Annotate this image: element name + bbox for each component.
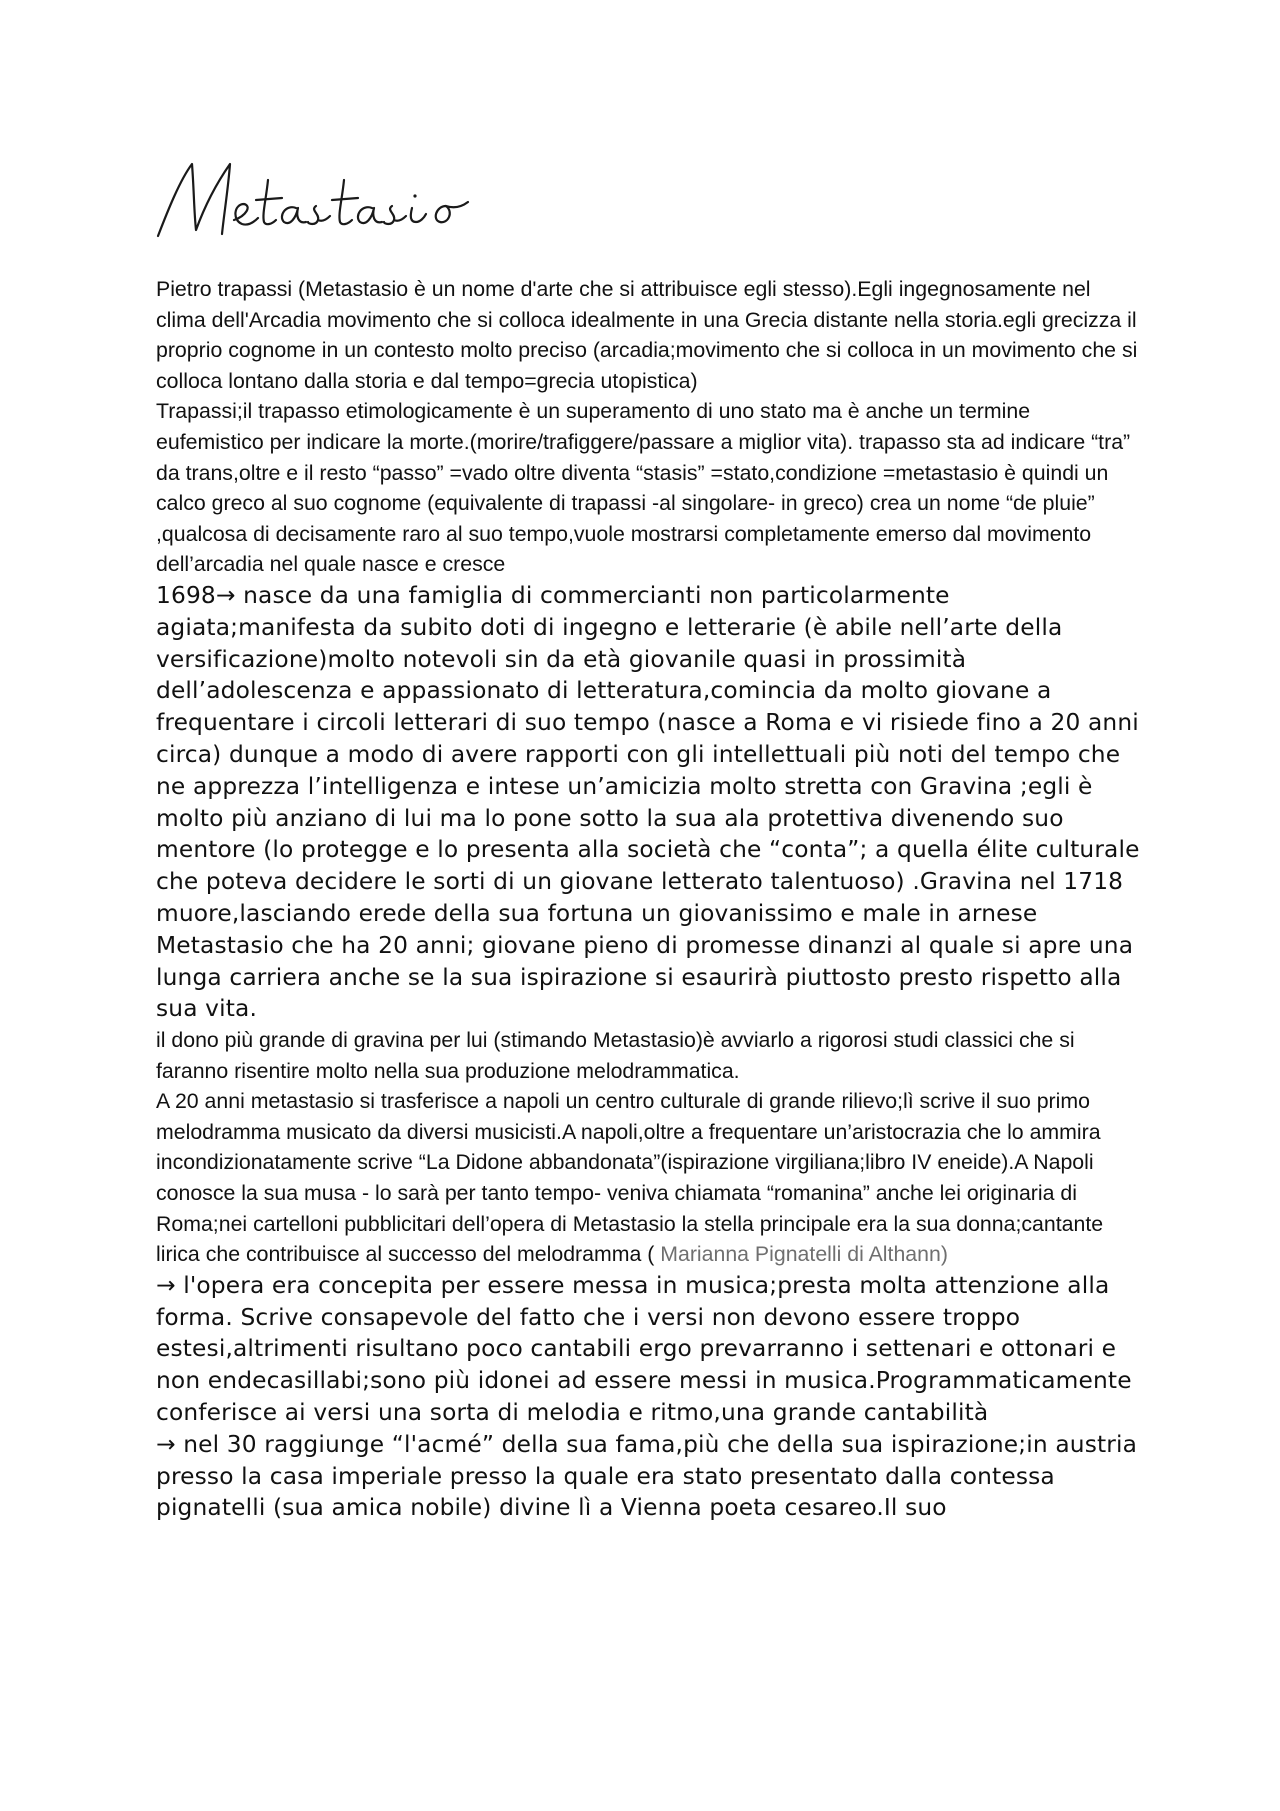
- paragraph-napoli: [156, 1086, 1141, 1270]
- title-script-graphic: [150, 150, 530, 250]
- paragraph-napoli-text: A 20 anni metastasio si trasferisce a napoli un centro culturale di grande rilievo;lì scrive il suo primo melodramma musicato da diversi musicisti.A napoli,oltre a frequentare un’aristocrazia che lo ammira incondizionatamente scrive “La Didone abbandonata”(ispirazione virgiliana;libro IV eneide).A Napoli conosce la sua musa - lo sarà per tanto tempo- veniva chiamata “romanina” anche lei originaria di Roma;nei cartelloni pubblicitari dell’opera di Metastasio la stella principale era la sua donna;cantante lirica che contribuisce al successo del melodramma (: [156, 1089, 1104, 1267]
- muse-name: Marianna Pignatelli di Althann): [654, 1242, 948, 1267]
- handwritten-title: [150, 150, 530, 250]
- paragraph-intro: Pietro trapassi (Metastasio è un nome d'arte che si attribuisce egli stesso).Egli ingegnosamente nel clima dell'Arcadia movimento che si colloca idealmente in una Grecia distante nella storia.egli grecizza il proprio cognome in un contesto molto preciso (arcadia;movimento che si colloca in un movimento che si colloca lontano dalla storia e dal tempo=grecia utopistica): [156, 277, 1138, 393]
- paragraph-gravina-gift: il dono più grande di gravina per lui (stimando Metastasio)è avviarlo a rigorosi studi classici che si faranno risentire molto nella sua produzione melodrammatica.: [156, 1028, 1075, 1083]
- paragraph-1698: 1698→ nasce da una famiglia di commercianti non particolarmente agiata;manifesta da subito doti di ingegno e letterarie (è abile nell’arte della versificazione)molto notevoli sin da età giovanile quasi in prossimità dell’adolescenza e appassionato di letteratura,comincia da molto giovane a frequentare i circoli letterari di suo tempo (nasce a Roma e vi risiede fino a 20 anni circa) dunque a modo di avere rapporti con gli intellettuali più noti del tempo che ne apprezza l’intelligenza e intese un’amicizia molto stretta con Gravina ;egli è molto più anziano di lui ma lo pone sotto la sua ala protettiva divenendo suo mentore (lo protegge e lo presenta alla società che “conta”; a quella élite culturale che poteva decidere le sorti di un giovane letterato talentuoso) .Gravina nel 1718 muore,lasciando erede della sua fortuna un giovanissimo e male in arnese Metastasio che ha 20 anni; giovane pieno di promesse dinanzi al quale si apre una lunga carriera anche se la sua ispirazione si esaurirà piuttosto presto rispetto alla sua vita.: [156, 581, 1140, 1023]
- paragraph-opera-music: → l'opera era concepita per essere messa in musica;presta molta attenzione alla forma. Scrive consapevole del fatto che i versi non devono essere troppo estesi,altrimenti risultano poco cantabili ergo prevarranno i settenari e ottonari e non endecasillabi;sono più idonei ad essere messi in musica.Programmaticamente conferisce ai versi una sorta di melodia e ritmo,una grande cantabilità: [156, 1271, 1132, 1427]
- paragraph-acme: → nel 30 raggiunge “l'acmé” della sua fama,più che della sua ispirazione;in austria presso la casa imperiale presso la quale era stato presentato dalla contessa pignatelli (sua amica nobile) divine lì a Vienna poeta cesareo.Il suo: [156, 1430, 1138, 1522]
- document-body: [156, 274, 1141, 1524]
- paragraph-trapassi: Trapassi;il trapasso etimologicamente è un superamento di uno stato ma è anche un termine eufemistico per indicare la morte.(morire/trafiggere/passare a miglior vita). trapasso sta ad indicare “tra” da trans,oltre e il resto “passo” =vado oltre diventa “stasis” =stato,condizione =metastasio è quindi un calco greco al suo cognome (equivalente di trapassi -al singolare- in greco) crea un nome “de pluie” ,qualcosa di decisamente raro al suo tempo,vuole mostrarsi completamente emerso dal movimento dell’arcadia nel quale nasce e cresce: [156, 399, 1131, 577]
